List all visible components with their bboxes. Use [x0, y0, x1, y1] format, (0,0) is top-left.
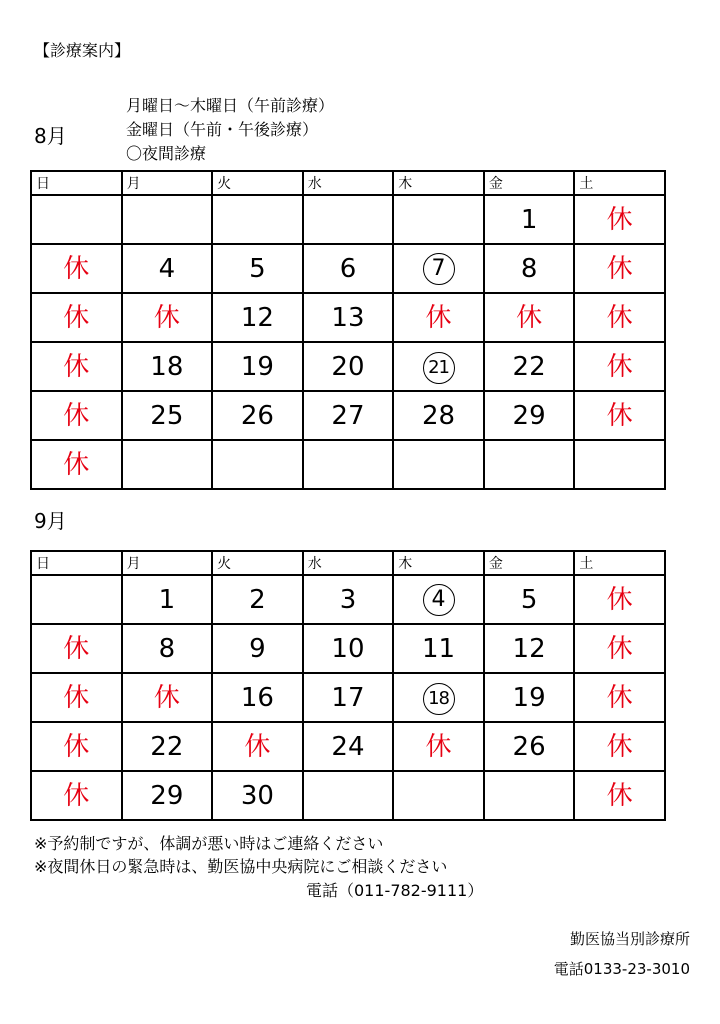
- day-number: 3: [339, 584, 357, 615]
- day-cell: [303, 293, 394, 342]
- day-number: 5: [520, 584, 538, 615]
- week-row: [31, 722, 665, 771]
- closed-mark: 休: [425, 731, 452, 762]
- closed-mark: 休: [63, 400, 90, 431]
- closed-mark: 休: [606, 584, 633, 615]
- day-number: 4: [158, 253, 176, 284]
- empty-cell: [393, 195, 484, 244]
- day-cell: [303, 722, 394, 771]
- day-cell: [484, 722, 575, 771]
- empty-cell: [303, 440, 394, 489]
- closed-day-cell: [574, 673, 665, 722]
- closed-mark: 休: [606, 731, 633, 762]
- day-cell: [212, 624, 303, 673]
- page-heading: 【診療案内】: [34, 41, 131, 60]
- weekday-header: 金: [484, 171, 575, 195]
- day-number: 1: [520, 204, 538, 235]
- day-number: 22: [150, 731, 184, 762]
- month-label-september: 9月: [34, 509, 67, 533]
- closed-mark: 休: [425, 302, 452, 333]
- day-cell: [212, 293, 303, 342]
- calendar-august: [30, 170, 666, 490]
- empty-cell: [212, 195, 303, 244]
- closed-day-cell: [484, 293, 575, 342]
- empty-cell: [393, 771, 484, 820]
- week-row: [31, 440, 665, 489]
- closed-day-cell: [31, 440, 122, 489]
- day-number: 17: [331, 682, 365, 713]
- day-number: 10: [331, 633, 365, 664]
- day-number: 20: [331, 351, 365, 382]
- night-clinic-day-cell: [393, 244, 484, 293]
- weekday-header: 土: [574, 171, 665, 195]
- closed-day-cell: [574, 391, 665, 440]
- weekday-header: 日: [31, 551, 122, 575]
- day-cell: [484, 244, 575, 293]
- legend-weekday-morning: 月曜日～木曜日（午前診療）: [126, 96, 335, 115]
- closed-day-cell: [31, 771, 122, 820]
- day-number: 26: [240, 400, 274, 431]
- empty-cell: [484, 440, 575, 489]
- day-cell: [122, 342, 213, 391]
- day-number: 28: [421, 400, 456, 431]
- day-number: 26: [512, 731, 546, 762]
- day-number: 8: [158, 633, 176, 664]
- empty-cell: [303, 195, 394, 244]
- closed-day-cell: [31, 624, 122, 673]
- weekday-header: 火: [212, 171, 303, 195]
- closed-day-cell: [212, 722, 303, 771]
- night-clinic-day-cell: [393, 342, 484, 391]
- day-cell: [303, 575, 394, 624]
- day-number: 19: [240, 351, 274, 382]
- day-cell: [303, 342, 394, 391]
- closed-day-cell: [31, 391, 122, 440]
- closed-day-cell: [31, 722, 122, 771]
- empty-cell: [393, 440, 484, 489]
- closed-day-cell: [574, 722, 665, 771]
- closed-day-cell: [574, 575, 665, 624]
- day-cell: [484, 673, 575, 722]
- closed-day-cell: [31, 244, 122, 293]
- weekday-header-row: [31, 171, 665, 195]
- empty-cell: [574, 440, 665, 489]
- closed-mark: 休: [606, 351, 633, 382]
- empty-cell: [31, 195, 122, 244]
- closed-day-cell: [31, 293, 122, 342]
- day-cell: [122, 624, 213, 673]
- empty-cell: [31, 575, 122, 624]
- empty-cell: [303, 771, 394, 820]
- weekday-header: 金: [484, 551, 575, 575]
- day-number: 2: [249, 584, 266, 615]
- day-cell: [122, 244, 213, 293]
- week-row: [31, 624, 665, 673]
- day-cell: [212, 673, 303, 722]
- closed-mark: 休: [63, 253, 90, 284]
- closed-mark: 休: [63, 731, 90, 762]
- weekday-header: 日: [31, 171, 122, 195]
- week-row: [31, 244, 665, 293]
- closed-mark: 休: [606, 302, 633, 333]
- closed-mark: 休: [606, 204, 633, 235]
- weekday-header: 水: [303, 171, 394, 195]
- closed-mark: 休: [63, 682, 90, 713]
- day-number: 12: [512, 633, 546, 664]
- closed-day-cell: [574, 244, 665, 293]
- legend-night-clinic: 〇夜間診療: [126, 144, 207, 163]
- closed-mark: 休: [606, 682, 633, 713]
- closed-day-cell: [574, 293, 665, 342]
- week-row: [31, 575, 665, 624]
- day-cell: [122, 575, 213, 624]
- day-number: 11: [421, 633, 456, 664]
- day-cell: [212, 575, 303, 624]
- closed-day-cell: [393, 722, 484, 771]
- day-cell: [212, 244, 303, 293]
- day-number: 29: [150, 780, 184, 811]
- day-cell: [122, 722, 213, 771]
- month-label-august: 8月: [34, 124, 67, 148]
- day-cell: [484, 342, 575, 391]
- closed-mark: 休: [153, 682, 180, 713]
- day-number: 22: [512, 351, 546, 382]
- closed-mark: 休: [606, 633, 633, 664]
- day-number: 27: [331, 400, 365, 431]
- day-number: 13: [331, 302, 365, 333]
- day-number: 8: [520, 253, 538, 284]
- closed-mark: 休: [244, 731, 271, 762]
- weekday-header-row: [31, 551, 665, 575]
- note-emergency: ※夜間休日の緊急時は、勤医協中央病院にご相談ください: [34, 857, 448, 876]
- day-number: 24: [331, 731, 365, 762]
- week-row: [31, 771, 665, 820]
- day-number: 19: [512, 682, 546, 713]
- night-clinic-day-number: 21: [423, 352, 455, 384]
- weekday-header: 火: [212, 551, 303, 575]
- weekday-header: 水: [303, 551, 394, 575]
- closed-day-cell: [31, 673, 122, 722]
- night-clinic-day-cell: [393, 575, 484, 624]
- day-number: 1: [158, 584, 176, 615]
- day-cell: [303, 244, 394, 293]
- day-cell: [212, 342, 303, 391]
- closed-mark: 休: [63, 780, 90, 811]
- day-cell: [303, 673, 394, 722]
- closed-mark: 休: [63, 302, 90, 333]
- weekday-header: 月: [122, 551, 213, 575]
- day-number: 29: [512, 400, 546, 431]
- closed-day-cell: [574, 771, 665, 820]
- day-cell: [122, 391, 213, 440]
- empty-cell: [122, 440, 213, 489]
- week-row: [31, 673, 665, 722]
- week-row: [31, 195, 665, 244]
- day-cell: [484, 575, 575, 624]
- schedule-legend: [126, 94, 334, 166]
- day-cell: [484, 624, 575, 673]
- weekday-header: 土: [574, 551, 665, 575]
- weekday-header: 月: [122, 171, 213, 195]
- night-clinic-day-number: 4: [423, 584, 455, 616]
- closed-mark: 休: [606, 780, 633, 811]
- day-cell: [484, 195, 575, 244]
- clinic-phone: 電話0133-23-3010: [553, 960, 690, 978]
- closed-mark: 休: [63, 449, 90, 480]
- clinic-name: 勤医協当別診療所: [569, 930, 690, 948]
- day-cell: [393, 391, 484, 440]
- closed-day-cell: [122, 293, 213, 342]
- day-cell: [212, 391, 303, 440]
- closed-mark: 休: [606, 400, 633, 431]
- weekday-header: 木: [393, 171, 484, 195]
- closed-day-cell: [393, 293, 484, 342]
- closed-mark: 休: [63, 351, 90, 382]
- night-clinic-day-number: 18: [423, 683, 455, 715]
- closed-day-cell: [574, 624, 665, 673]
- closed-day-cell: [122, 673, 213, 722]
- day-number: 9: [249, 633, 266, 664]
- week-row: [31, 391, 665, 440]
- day-number: 6: [339, 253, 357, 284]
- closed-day-cell: [574, 195, 665, 244]
- note-reservation: ※予約制ですが、体調が悪い時はご連絡ください: [34, 834, 384, 853]
- day-cell: [303, 391, 394, 440]
- calendar-september: [30, 550, 666, 821]
- closed-mark: 休: [606, 253, 633, 284]
- night-clinic-day-number: 7: [423, 253, 455, 285]
- notes: [34, 832, 447, 878]
- day-cell: [303, 624, 394, 673]
- week-row: [31, 293, 665, 342]
- closed-day-cell: [574, 342, 665, 391]
- day-cell: [122, 771, 213, 820]
- day-number: 18: [150, 351, 184, 382]
- day-number: 25: [150, 400, 184, 431]
- closed-day-cell: [31, 342, 122, 391]
- empty-cell: [122, 195, 213, 244]
- night-clinic-day-cell: [393, 673, 484, 722]
- day-number: 16: [240, 682, 274, 713]
- day-number: 30: [240, 780, 274, 811]
- closed-mark: 休: [516, 302, 543, 333]
- day-cell: [393, 624, 484, 673]
- hospital-phone: 電話（011-782-9111）: [306, 881, 484, 900]
- legend-friday-allday: 金曜日（午前・午後診療）: [126, 120, 319, 139]
- day-number: 5: [249, 253, 266, 284]
- week-row: [31, 342, 665, 391]
- empty-cell: [484, 771, 575, 820]
- weekday-header: 木: [393, 551, 484, 575]
- empty-cell: [212, 440, 303, 489]
- closed-mark: 休: [63, 633, 90, 664]
- closed-mark: 休: [153, 302, 180, 333]
- day-cell: [212, 771, 303, 820]
- day-cell: [484, 391, 575, 440]
- day-number: 12: [240, 302, 274, 333]
